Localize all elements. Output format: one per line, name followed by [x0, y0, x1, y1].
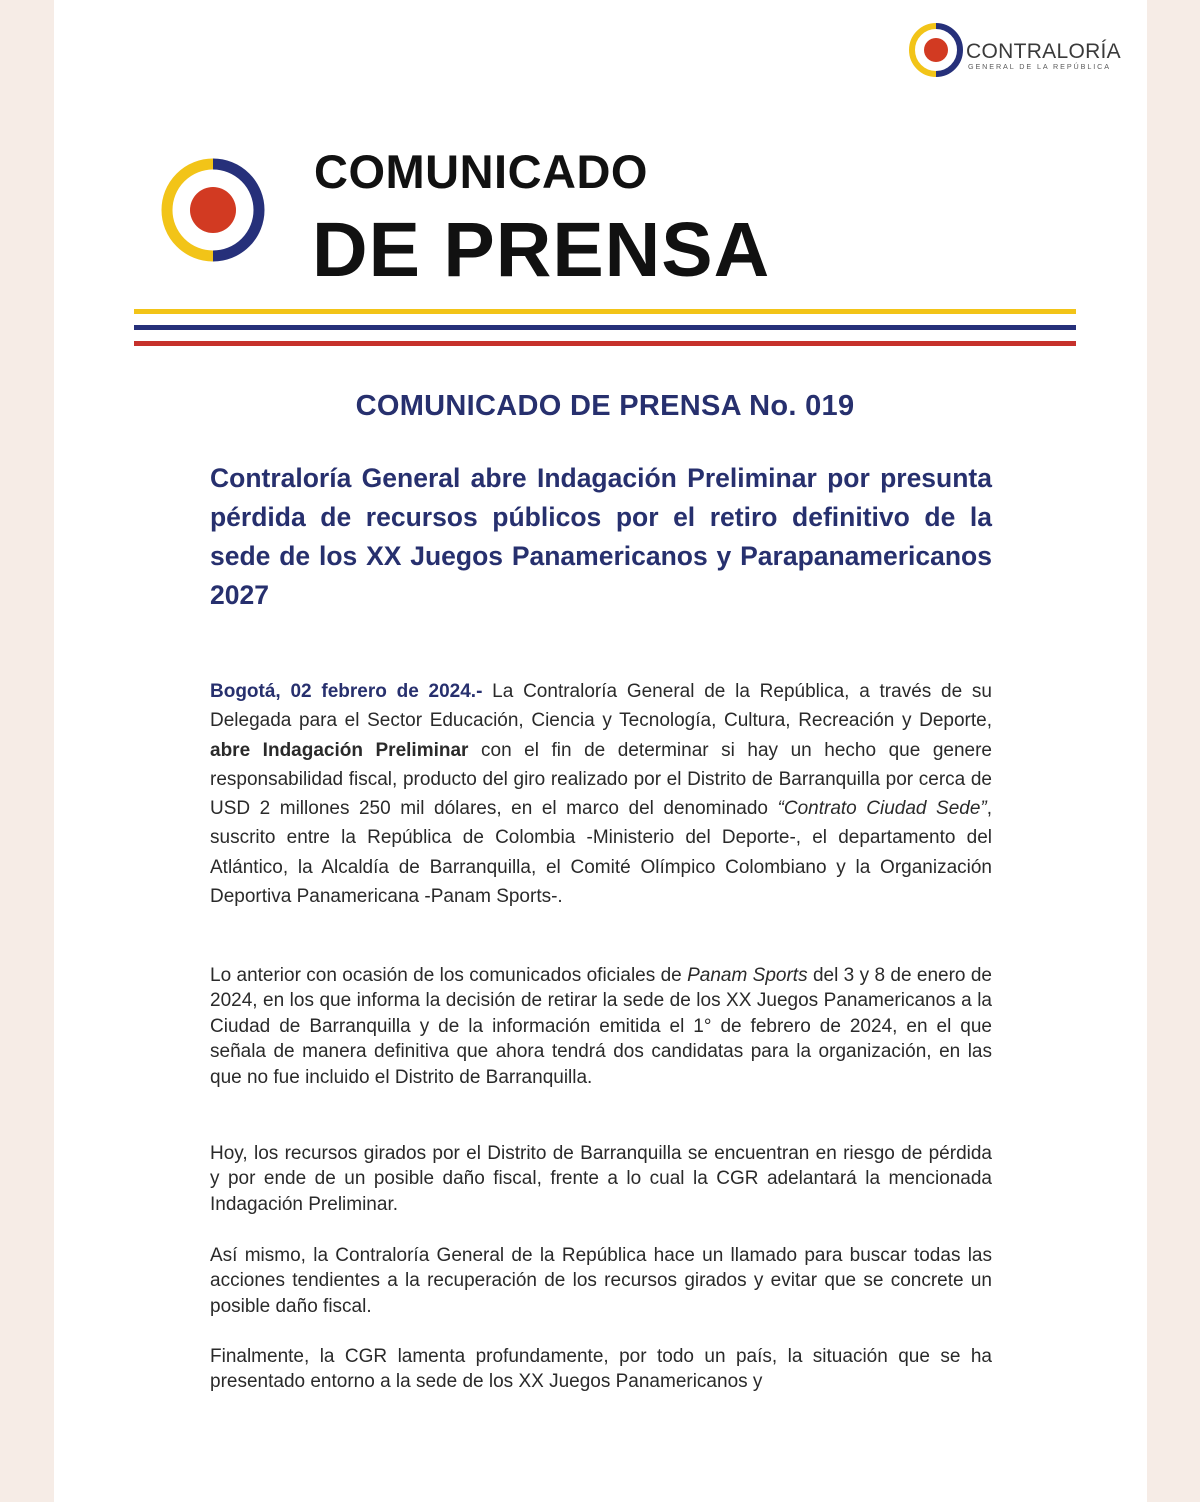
paragraph-2	[210, 963, 992, 1090]
paragraph-1	[210, 677, 992, 911]
press-release-number: COMUNICADO DE PRENSA No. 019	[355, 390, 855, 422]
title-line-2: DE PRENSA	[312, 207, 771, 293]
yellow-stripe	[134, 309, 1076, 314]
logo-name: CONTRALORÍA	[966, 40, 1121, 63]
contraloria-logo	[908, 22, 1147, 82]
dateline: Bogotá, 02 febrero de 2024.-	[210, 681, 483, 702]
paragraph-4-text: Así mismo, la Contraloría General de la República hace un llamado para buscar todas las acciones tendientes a la recuperación de los recursos girados y evitar que se concrete un posible daño fiscal.	[210, 1245, 992, 1317]
contraloria-emblem-icon	[908, 22, 964, 78]
title-line-1: COMUNICADO	[314, 145, 648, 198]
paragraph-2-text-b: del 3 y 8 de enero de 2024, en los que informa la decisión de retirar la sede de los XX Juegos Panamericanos a la Ciudad de Barranquilla y de la información emitida el 1° de febrero de 2024, en el que señala de manera definitiva que ahora tendrá dos candidatas para la organización, en las que no fue incluido el Distrito de Barranquilla.	[210, 965, 992, 1088]
headline: Contraloría General abre Indagación Preliminar por presunta pérdida de recursos públicos por el retiro definitivo de la sede de los XX Juegos Panamericanos y Parapanamericanos 2027	[210, 463, 992, 610]
press-emblem-icon	[161, 158, 265, 262]
paragraph-2-italic: Panam Sports	[687, 965, 808, 986]
red-stripe	[134, 341, 1076, 346]
paragraph-5	[210, 1344, 992, 1395]
blue-stripe	[134, 325, 1076, 330]
paragraph-5-text: Finalmente, la CGR lamenta profundamente, por todo un país, la situación que se ha presentado entorno a la sede de los XX Juegos Panamericanos y	[210, 1346, 992, 1393]
paragraph-1-text-b: con el fin de determinar si hay un hecho que genere responsabilidad fiscal, producto del giro realizado por el Distrito de Barranquilla por cerca de USD 2 millones 250 mil dólares, en el marco del denominado	[210, 739, 992, 820]
paragraph-4	[210, 1243, 992, 1319]
paragraph-1-text-c: , suscrito entre la República de Colombia -Ministerio del Deporte-, el departamento del Atlántico, la Alcaldía de Barranquilla, el Comité Olímpico Colombiano y la Organización Deportiva Panamericana -Panam Sports-.	[210, 798, 993, 908]
paragraph-1-bold: abre Indagación Preliminar	[210, 739, 469, 761]
paragraph-1-text-a: La Contraloría General de la República, a través de su Delegada para el Sector Educación, Ciencia y Tecnología, Cultura, Recreación y Deporte,	[210, 681, 992, 732]
paragraph-3-text: Hoy, los recursos girados por el Distrito de Barranquilla se encuentran en riesgo de pérdida y por ende de un posible daño fiscal, frente a lo cual la CGR adelantará la mencionada Indagación Preliminar.	[210, 1143, 992, 1215]
logo-subtitle: GENERAL DE LA REPÚBLICA	[968, 62, 1111, 71]
paragraph-3	[210, 1141, 992, 1217]
paragraph-2-text-a: Lo anterior con ocasión de los comunicados oficiales de	[210, 965, 688, 986]
press-release-page	[54, 0, 1147, 1502]
paragraph-1-italic: “Contrato Ciudad Sede”	[777, 798, 987, 820]
